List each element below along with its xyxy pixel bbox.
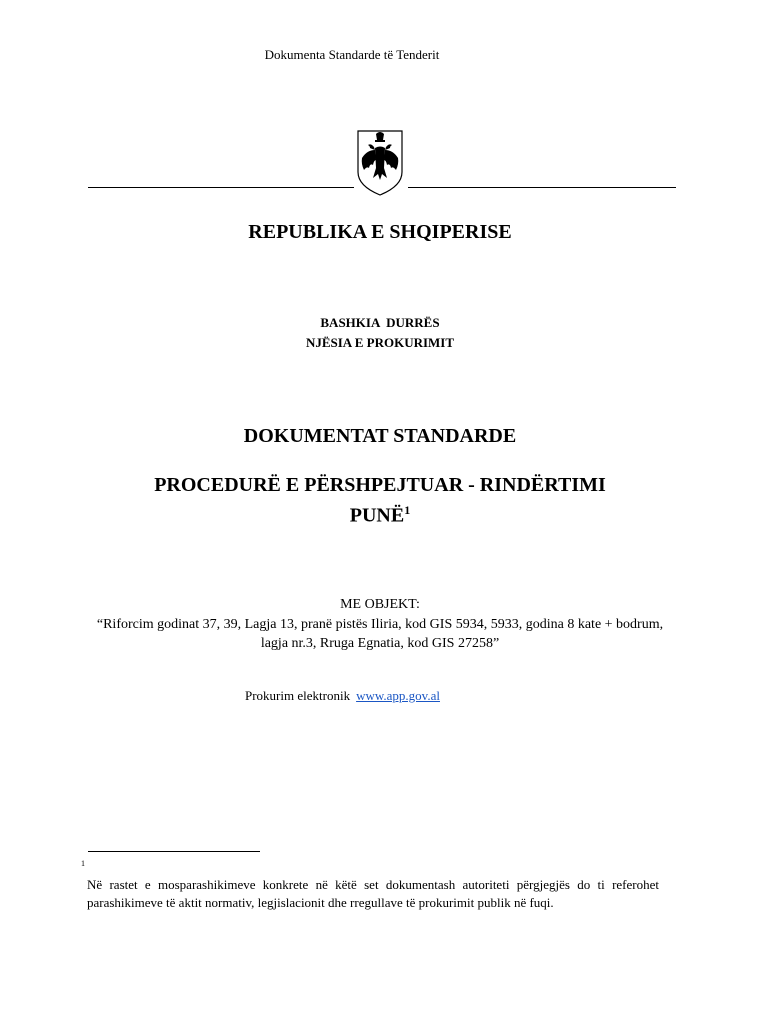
footnote-text: Në rastet e mosparashikimeve konkrete në këtë set dokumentash autoriteti përgjegjës do ti referohet parashikimeve të aktit normativ, legjislacionit dhe rregullave të prokurimit publik në fuqi. [87,877,659,910]
eprocurement-link[interactable]: www.app.gov.al [356,688,440,703]
footnote-separator [88,851,260,852]
footnote-mark: 1 [81,859,85,868]
procurement-unit: NJËSIA E PROKURIMIT [305,335,455,350]
coat-of-arms-icon [355,128,405,198]
object-label: ME OBJEKT: [340,597,420,612]
eprocurement-label: Prokurim elektronik [245,688,351,703]
header-rule-right [408,187,676,188]
eprocurement-line [245,688,440,704]
footnote-reference: 1 [404,503,411,517]
procedure-line-2 [0,498,760,529]
object-description: “Riforcim godinat 37, 39, Lagja 13, pranë pistës Iliria, kod GIS 5934, 5933, godina 8 kate + bodrum, lagja nr.3, Rruga Egnatia, kod GIS 27258” [96,617,664,651]
procedure-title [0,473,760,529]
running-header: Dokumenta Standarde të Tenderit [264,47,440,62]
republic-title: REPUBLIKA E SHQIPERISE [248,221,512,243]
document-title: DOKUMENTAT STANDARDE [243,425,517,447]
procedure-line-1: PROCEDURË E PËRSHPEJTUAR - RINDËRTIMI [154,474,606,496]
municipality-name: BASHKIA DURRËS [320,315,440,330]
header-rule-left [88,187,354,188]
procedure-line-2-text: PUNË [349,504,405,527]
